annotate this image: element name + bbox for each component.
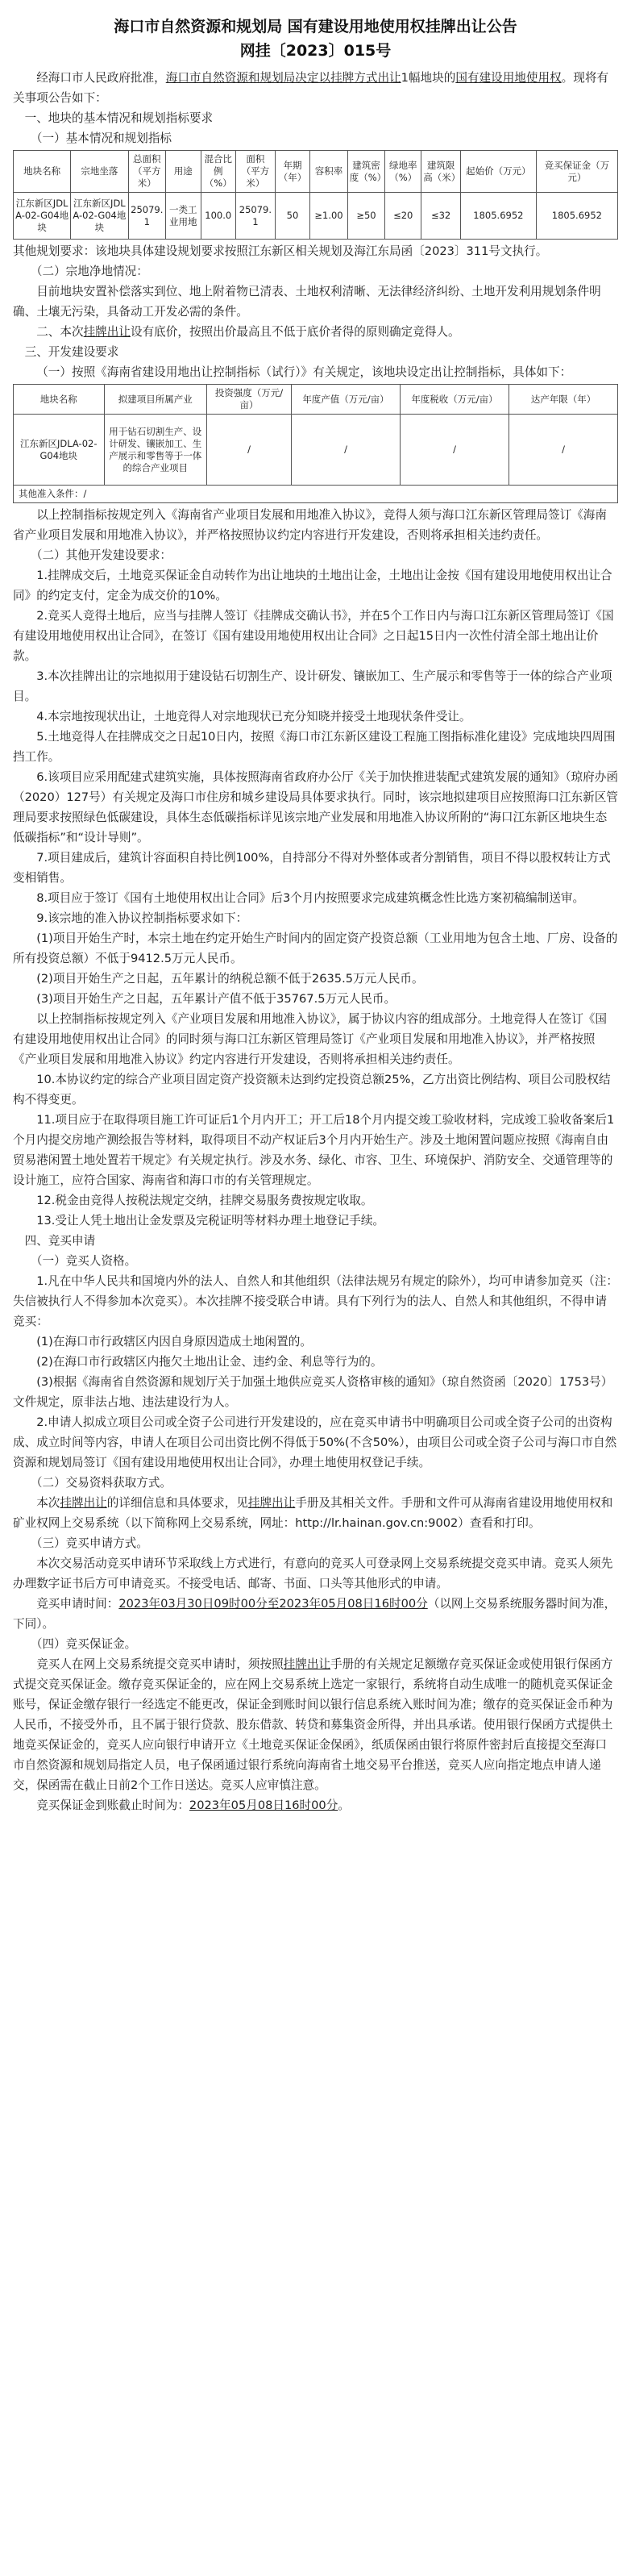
col-use: 用途 xyxy=(166,151,201,193)
control-index-table xyxy=(13,384,618,503)
list-item: 13.受让人凭土地出让金发票及完税证明等材料办理土地登记手续。 xyxy=(36,1214,385,1228)
cell-term: 50 xyxy=(275,193,310,240)
cell-industry: 用于钻石切割生产、设计研发、镶嵌加工、生产展示和零售等于一体的综合产业项目 xyxy=(104,415,207,486)
cell-density: ≥50 xyxy=(347,193,385,240)
land-info-table xyxy=(13,150,618,240)
col-output: 年度产值（万元/亩） xyxy=(292,385,401,415)
project-company-text: 2.申请人拟成立项目公司或全资子公司进行开发建设的，应在竞买申请书中明确项目公司或全资子公司的出资构成、成立时间等内容，申请人在项目公司出资比例不得低于50%(不含50%），由项目公司或全资子公司与海口市自然资源和规划局签订《国有建设用地使用权出让合同》，办理土地使用权登记手续。 xyxy=(13,1415,617,1469)
col-tax: 年度税收（万元/亩） xyxy=(401,385,509,415)
intro-paragraph: 经海口市人民政府批准，海口市自然资源和规划局决定以挂牌方式出让1幅地块的国有建设用地使用权。现将有关事项公告如下： xyxy=(13,71,609,105)
cell-start-price: 1805.6952 xyxy=(461,193,537,240)
list-item: 以上控制指标按规定列入《产业项目发展和用地准入协议》，属于协议内容的组成部分。土地竞得人在签订《国有建设用地使用权出让合同》的同时须与海口江东新区管理局签订《产业项目发展和用地准入协议》，并严格按照《产业项目发展和用地准入协议》约定内容进行开发建设，否则将承担相关违约责任。 xyxy=(13,1012,607,1066)
other-conditions-row xyxy=(14,486,618,503)
land-info-header-row xyxy=(14,151,618,193)
cell-mix-ratio: 100.0 xyxy=(201,193,236,240)
page-title: 海口市自然资源和规划局 国有建设用地使用权挂牌出让公告 xyxy=(114,18,517,35)
list-item: (1)项目开始生产时，本宗土地在约定开始生产时间内的固定资产投资总额（工业用地为包含土地、厂房、设备的所有投资总额）不低于9412.5万元人民币。 xyxy=(13,932,618,965)
col-term: 年期（年） xyxy=(275,151,310,193)
application-time: 竞买申请时间：2023年03月30日09时00分至2023年05月08日16时00分（以网上交易系统服务器时间为准，下同）。 xyxy=(13,1597,616,1631)
deposit-deadline: 竞买保证金到账截止时间为：2023年05月08日16时00分。 xyxy=(36,1799,350,1812)
cell-total-area: 25079.1 xyxy=(128,193,166,240)
cell-deposit: 1805.6952 xyxy=(536,193,617,240)
cell-investment: / xyxy=(207,415,292,486)
section-3-sub-2: （二）其他开发建设要求： xyxy=(30,548,172,562)
planning-note: 其他规划要求：该地块具体建设规划要求按照江东新区相关规划及海江东局函〔2023〕311号文执行。 xyxy=(13,244,548,258)
cell-parcel-name: 江东新区JDLA-02-G04地块 xyxy=(14,193,71,240)
section-4-sub-1: （一）竞买人资格。 xyxy=(30,1254,137,1268)
list-item: 6.该项目应采用配建式建筑实施，具体按照海南省政府办公厅《关于加快推进装配式建筑发展的通知》（琼府办函（2020）127号）有关规定及海口市住房和城乡建设局具体要求执行。同时，该宗地拟建项目应按照海口江东新区管理局要求按照绿色低碳建设，具体生态低碳指标详见该宗地产业发展和用地准入协议所附的“海口江东新区地块生态低碳指标”和“设计导则”。 xyxy=(13,770,618,844)
document-number: 网挂〔2023〕015号 xyxy=(239,42,392,60)
cell-location: 江东新区JDLA-02-G04地块 xyxy=(71,193,128,240)
other-conditions-cell: 其他准入条件：/ xyxy=(14,486,618,503)
cell-use: 一类工业用地 xyxy=(166,193,201,240)
section-4-sub-3: （三）竞买申请方式。 xyxy=(30,1536,148,1550)
col-green-ratio: 绿地率（%） xyxy=(385,151,421,193)
col-years: 达产年限（年） xyxy=(509,385,618,415)
col-total-area: 总面积（平方米） xyxy=(128,151,166,193)
list-item: 7.项目建成后，建筑计容面积自持比例100%，自持部分不得对外整体或者分割销售，项目不得以股权转让方式变相销售。 xyxy=(13,851,611,885)
section-4-sub-4: （四）竞买保证金。 xyxy=(30,1637,137,1651)
section-4-heading: 四、竞买申请 xyxy=(24,1234,96,1248)
section-1-heading: 一、地块的基本情况和规划指标要求 xyxy=(24,111,214,125)
section-3-sub-1: （一）按照《海南省建设用地出让控制指标（试行）》有关规定，该地块设定出让控制指标，具体如下： xyxy=(36,365,572,379)
section-1-sub-2: （二）宗地净地情况： xyxy=(30,265,148,278)
col-investment: 投资强度（万元/亩） xyxy=(207,385,292,415)
col-far: 容积率 xyxy=(310,151,348,193)
col-parcel-name: 地块名称 xyxy=(14,385,105,415)
cell-parcel-name: 江东新区JDLA-02- G04地块 xyxy=(14,415,105,486)
list-item: (1)在海口市行政辖区内因自身原因造成土地闲置的。 xyxy=(36,1335,312,1348)
list-item: 5.土地竞得人在挂牌成交之日起10日内，按照《海口市江东新区建设工程施工图指标准化建设》完成地块四周围挡工作。 xyxy=(13,730,616,764)
eligibility-text: 1.凡在中华人民共和国境内外的法人、自然人和其他组织（法律法规另有规定的除外），均可申请参加竞买（注：失信被执行人不得参加本次竞买）。本次挂牌不接受联合申请。具有下列行为的法人、自然人和其他组织，不得申请竞买： xyxy=(13,1274,618,1328)
list-item: (3)项目开始生产之日起，五年累计产值不低于35767.5万元人民币。 xyxy=(36,992,396,1006)
list-item: 1.挂牌成交后，土地竞买保证金自动转作为出让地块的土地出让金，土地出让金按《国有建设用地使用权出让合同》的约定支付，定金为成交价的10%。 xyxy=(13,569,612,602)
cell-height-limit: ≤32 xyxy=(421,193,461,240)
net-land-text: 目前地块安置补偿落实到位、地上附着物已清表、土地权利清晰、无法律经济纠纷、土地开发利用规划条件明确、土壤无污染，具备动工开发必需的条件。 xyxy=(13,285,601,319)
table-row xyxy=(14,415,618,486)
cell-area: 25079.1 xyxy=(236,193,276,240)
list-item: 2.竞买人竞得土地后，应当与挂牌人签订《挂牌成交确认书》，并在5个工作日内与海口江东新区管理局签订《国有建设用地使用权出让合同》，在签订《国有建设用地使用权出让合同》之日起15日内一次性付清全部土地出让价款。 xyxy=(13,609,614,663)
control-index-text: 以上控制指标按规定列入《海南省产业项目发展和用地准入协议》，竞得人须与海口江东新区管理局签订《海南省产业项目发展和用地准入协议》，并严格按照协议约定内容进行开发建设，否则将承担相关违约责任。 xyxy=(13,508,607,542)
col-area: 面积（平方米） xyxy=(236,151,276,193)
section-4-sub-2: （二）交易资料获取方式。 xyxy=(30,1476,172,1490)
col-start-price: 起始价（万元） xyxy=(461,151,537,193)
section-2-paragraph: 二、本次挂牌出让设有底价，按照出价最高且不低于底价者得的原则确定竞得人。 xyxy=(36,325,460,339)
list-item: 3.本次挂牌出让的宗地拟用于建设钻石切割生产、设计研发、镶嵌加工、生产展示和零售等于一体的综合产业项目。 xyxy=(13,669,612,703)
col-location: 宗地坐落 xyxy=(71,151,128,193)
col-deposit: 竞买保证金（万元） xyxy=(536,151,617,193)
application-method-text: 本次交易活动竞买申请环节采取线上方式进行，有意向的竞买人可登录网上交易系统提交竞买申请。竞买人须先办理数字证书后方可申请竞买。不接受电话、邮寄、书面、口头等其他形式的申请。 xyxy=(13,1557,613,1590)
list-item: 9.该宗地的准入协议控制指标要求如下： xyxy=(36,911,248,925)
list-item: (2)项目开始生产之日起，五年累计的纳税总额不低于2635.5万元人民币。 xyxy=(36,972,424,986)
materials-text: 本次挂牌出让的详细信息和具体要求，见挂牌出让手册及其相关文件。手册和文件可从海南省建设用地使用权和矿业权网上交易系统（以下简称网上交易系统，网址：http://lr.hainan.gov.cn:9002）查看和打印。 xyxy=(13,1496,613,1530)
col-height-limit: 建筑限高（米） xyxy=(421,151,461,193)
list-item: 8.项目应于签订《国有土地使用权出让合同》后3个月内按照要求完成建筑概念性比选方案初稿编制送审。 xyxy=(36,891,585,905)
deposit-text: 竞买人在网上交易系统提交竞买申请时，须按照挂牌出让手册的有关规定足额缴存竞买保证金或使用银行保函方式提交竞买保证金。缴存竞买保证金的，应在网上交易系统上选定一家银行，系统将自动生成唯一的随机竞买保证金账号，保证金缴存银行一经选定不能更改，保证金到账时间以银行信息系统入账时间为准；缴存的竞买保证金币种为人民币，不接受外币，且不属于银行贷款、股东借款、转贷和募集资金所得，并出具承诺。使用银行保函方式提供土地竞买保证金的，竞买人应向银行申请开立《土地竞买保证金保函》，纸质保函由银行将原件密封后直接提交至海口市自然资源和规划局指定人员，电子保函通过银行系统向海南省土地交易平台推送，竞买人应向指定地点申请人递交，保函需在截止日前2个工作日送达。竞买人应审慎注意。 xyxy=(13,1657,613,1792)
list-item: 10.本协议约定的综合产业项目固定资产投资额未达到约定投资总额25%，乙方出资比例结构、项目公司股权结构不得变更。 xyxy=(13,1073,611,1107)
cell-far: ≥1.00 xyxy=(310,193,348,240)
col-density: 建筑密度（%） xyxy=(347,151,385,193)
cell-years: / xyxy=(509,415,618,486)
list-item: (2)在海口市行政辖区内拖欠土地出让金、违约金、利息等行为的。 xyxy=(36,1355,383,1369)
col-parcel-name: 地块名称 xyxy=(14,151,71,193)
list-item: 12.税金由竞得人按税法规定交纳，挂牌交易服务费按规定收取。 xyxy=(36,1194,373,1207)
cell-output: / xyxy=(292,415,401,486)
section-1-sub-1: （一）基本情况和规划指标 xyxy=(30,131,172,145)
col-mix-ratio: 混合比例（%） xyxy=(201,151,236,193)
control-header-row xyxy=(14,385,618,415)
table-row xyxy=(14,193,618,240)
col-industry: 拟建项目所属产业 xyxy=(104,385,207,415)
list-item: 4.本宗地按现状出让，土地竞得人对宗地现状已充分知晓并接受土地现状条件受让。 xyxy=(36,710,471,723)
list-item: 11.项目应于在取得项目施工许可证后1个月内开工；开工后18个月内提交竣工验收材料，完成竣工验收备案后1个月内提交房地产测绘报告等材料，取得项目不动产权证后3个月内开始生产。涉及土地闲置问题应按照《海南自由贸易港闲置土地处置若干规定》有关规定执行。涉及水务、绿化、市容、卫生、环境保护、消防安全、交通管理等的设计施工，应符合国家、海南省和海口市的有关管理规定。 xyxy=(13,1113,615,1187)
cell-tax: / xyxy=(401,415,509,486)
cell-green-ratio: ≤20 xyxy=(385,193,421,240)
section-3-heading: 三、开发建设要求 xyxy=(24,345,119,359)
list-item: (3)根据《海南省自然资源和规划厅关于加强土地供应竞买人资格审核的通知》（琼自然资函〔2020〕1753号）文件规定，原非法占地、违法建设行为人。 xyxy=(13,1375,613,1409)
